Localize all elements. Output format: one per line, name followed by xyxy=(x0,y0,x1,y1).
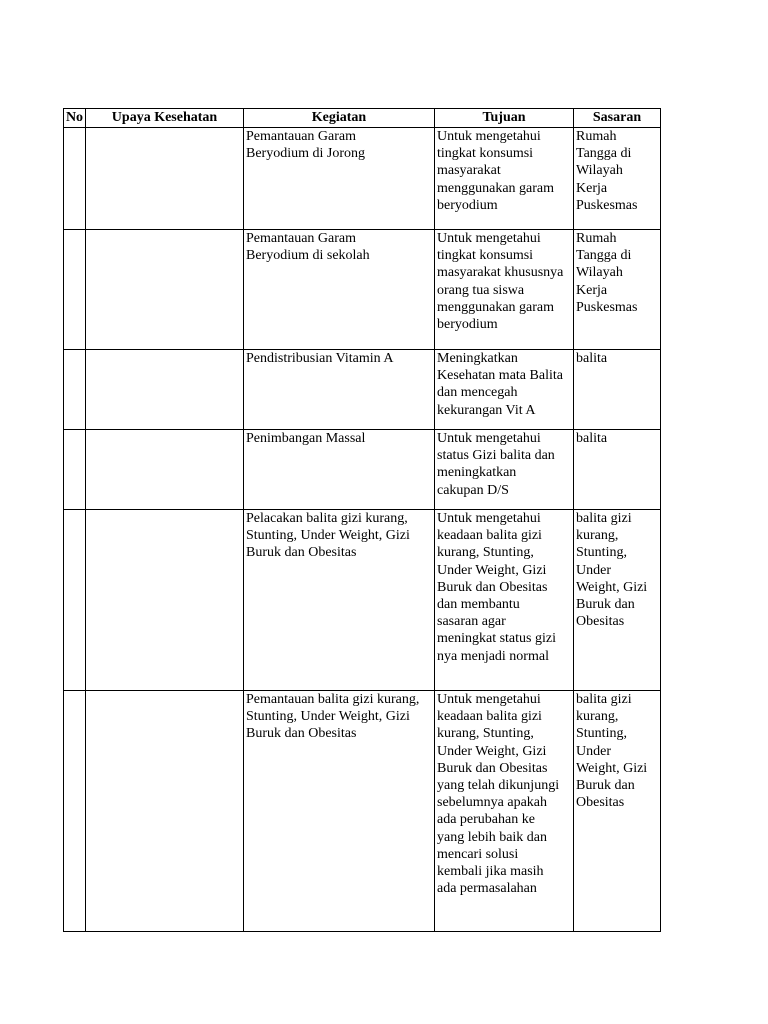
cell-no xyxy=(64,350,86,430)
cell-kegiatan: Pendistribusian Vitamin A xyxy=(244,350,435,430)
table-header xyxy=(64,109,661,128)
cell-no xyxy=(64,430,86,510)
table-body xyxy=(64,128,661,932)
cell-kegiatan: Pelacakan balita gizi kurang, Stunting, Under Weight, Gizi Buruk dan Obesitas xyxy=(244,510,435,691)
table-row xyxy=(64,510,661,691)
cell-kegiatan: Penimbangan Massal xyxy=(244,430,435,510)
header-upaya-kesehatan: Upaya Kesehatan xyxy=(86,109,244,128)
table-row xyxy=(64,230,661,350)
cell-sasaran: balita xyxy=(574,350,661,430)
table-row xyxy=(64,350,661,430)
cell-no xyxy=(64,691,86,932)
cell-upaya xyxy=(86,128,244,230)
header-kegiatan: Kegiatan xyxy=(244,109,435,128)
cell-sasaran: balita gizi kurang, Stunting, Under Weight, Gizi Buruk dan Obesitas xyxy=(574,510,661,691)
cell-tujuan: Untuk mengetahui tingkat konsumsi masyarakat menggunakan garam beryodium xyxy=(435,128,574,230)
table-row xyxy=(64,691,661,932)
cell-upaya xyxy=(86,230,244,350)
header-sasaran: Sasaran xyxy=(574,109,661,128)
cell-upaya xyxy=(86,430,244,510)
cell-no xyxy=(64,510,86,691)
header-no: No xyxy=(64,109,86,128)
cell-sasaran: balita gizi kurang, Stunting, Under Weight, Gizi Buruk dan Obesitas xyxy=(574,691,661,932)
cell-tujuan: Untuk mengetahui keadaan balita gizi kurang, Stunting, Under Weight, Gizi Buruk dan Obesitas yang telah dikunjungi sebelumnya apakah ada perubahan ke yang lebih baik dan mencari solusi kembali jika masih ada permasalahan xyxy=(435,691,574,932)
cell-tujuan: Untuk mengetahui status Gizi balita dan meningkatkan cakupan D/S xyxy=(435,430,574,510)
cell-upaya xyxy=(86,691,244,932)
cell-kegiatan: Pemantauan Garam Beryodium di sekolah xyxy=(244,230,435,350)
cell-tujuan: Meningkatkan Kesehatan mata Balita dan mencegah kekurangan Vit A xyxy=(435,350,574,430)
cell-sasaran: balita xyxy=(574,430,661,510)
cell-kegiatan: Pemantauan balita gizi kurang, Stunting, Under Weight, Gizi Buruk dan Obesitas xyxy=(244,691,435,932)
header-tujuan: Tujuan xyxy=(435,109,574,128)
table-row xyxy=(64,128,661,230)
cell-sasaran: Rumah Tangga di Wilayah Kerja Puskesmas xyxy=(574,230,661,350)
cell-tujuan: Untuk mengetahui keadaan balita gizi kurang, Stunting, Under Weight, Gizi Buruk dan Obesitas dan membantu sasaran agar meningkat status gizi nya menjadi normal xyxy=(435,510,574,691)
cell-upaya xyxy=(86,350,244,430)
header-row xyxy=(64,109,661,128)
cell-no xyxy=(64,128,86,230)
cell-upaya xyxy=(86,510,244,691)
cell-tujuan: Untuk mengetahui tingkat konsumsi masyarakat khususnya orang tua siswa menggunakan garam beryodium xyxy=(435,230,574,350)
cell-no xyxy=(64,230,86,350)
table-row xyxy=(64,430,661,510)
program-table xyxy=(63,108,661,932)
cell-kegiatan: Pemantauan Garam Beryodium di Jorong xyxy=(244,128,435,230)
cell-sasaran: Rumah Tangga di Wilayah Kerja Puskesmas xyxy=(574,128,661,230)
